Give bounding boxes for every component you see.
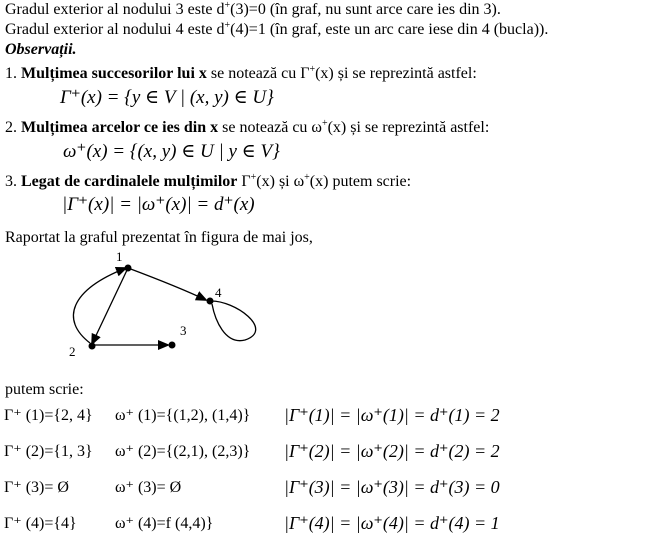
node-label-3: 3: [180, 323, 187, 338]
row-gamma: Γ⁺ (1)={2, 4}: [4, 407, 93, 424]
edge-1-2: [92, 268, 128, 344]
formula-2: ω⁺(x) = {(x, y) ∈ U | y ∈ V}: [63, 141, 280, 162]
text-part: Gradul exterior al nodului 4 este d: [5, 21, 225, 38]
text-line-outdegree-3: [5, 0, 501, 20]
row-omega: ω⁺ (4)=f (4,4)}: [115, 515, 214, 532]
text-part: Gradul exterior al nodului 3 este d: [5, 1, 225, 18]
text-part: (x) putem scrie:: [309, 173, 412, 190]
bold-term: Mulțimea succesorilor lui x: [21, 65, 207, 82]
intro-graph-text: Raportat la graful prezentat în figura de mai jos,: [5, 229, 313, 246]
putem-scrie-text: putem scrie:: [5, 381, 84, 398]
node-label-2: 2: [69, 344, 76, 359]
observations-label: Observații.: [5, 41, 77, 58]
row-omega: ω⁺ (2)={(2,1), (2,3)}: [115, 443, 251, 460]
row-card: |Γ⁺(1)| = |ω⁺(1)| = d⁺(1) = 2: [284, 405, 500, 425]
formula-3: |Γ⁺(x)| = |ω⁺(x)| = d⁺(x): [62, 194, 255, 215]
row-omega: ω⁺ (1)={(1,2), (1,4)}: [115, 407, 251, 424]
sup: +: [321, 118, 328, 129]
sup: +: [304, 172, 310, 183]
text-part: 3.: [5, 173, 21, 190]
text-part: se notează cu Γ: [206, 65, 310, 82]
edge-4-4-loop: [210, 301, 256, 341]
text-part: (x) și se reprezintă astfel:: [327, 119, 490, 136]
observation-3: [5, 172, 411, 192]
text-part: (3)=0 (în graf, nu sunt arce care ies din 3).: [230, 1, 501, 18]
edge-2-1: [73, 268, 126, 343]
row-gamma: Γ⁺ (2)={1, 3}: [4, 443, 93, 460]
row-omega: ω⁺ (3)= Ø: [115, 479, 182, 496]
sup: +: [224, 20, 231, 31]
row-card: |Γ⁺(4)| = |ω⁺(4)| = d⁺(4) = 1: [284, 513, 500, 533]
node-1: [125, 265, 132, 272]
bold-term: Legat de cardinalele mulțimilor: [21, 173, 238, 190]
observation-2: [5, 118, 489, 138]
sup: +: [309, 64, 316, 75]
row-gamma: Γ⁺ (4)={4}: [4, 515, 77, 532]
text-part: 2.: [5, 119, 21, 136]
text-part: (x) și ω: [256, 173, 305, 190]
formula-1: Γ⁺(x) = {y ∈ V | (x, y) ∈ U}: [60, 87, 274, 108]
text-part: (x) și se reprezintă astfel:: [315, 65, 477, 82]
node-4: [207, 298, 214, 305]
node-2: [89, 343, 96, 350]
row-card: |Γ⁺(3)| = |ω⁺(3)| = d⁺(3) = 0: [284, 477, 500, 497]
text-part: (4)=1 (în graf, este un arc care iese din 4 (bucla)).: [230, 21, 549, 38]
observation-1: [5, 64, 477, 84]
edge-1-4: [128, 268, 206, 300]
sup: +: [224, 0, 231, 11]
row-card: |Γ⁺(2)| = |ω⁺(2)| = d⁺(2) = 2: [284, 441, 500, 461]
observations-heading: [5, 40, 77, 60]
text-line-outdegree-4: [5, 20, 548, 40]
node-label-1: 1: [116, 249, 123, 264]
text-part: 1.: [5, 65, 21, 82]
bold-term: Mulțimea arcelor ce ies din x: [21, 119, 219, 136]
node-3: [169, 342, 176, 349]
row-gamma: Γ⁺ (3)= Ø: [4, 479, 69, 496]
text-part: Γ: [237, 173, 251, 190]
text-part: se notează cu ω: [218, 119, 322, 136]
node-label-4: 4: [215, 285, 222, 300]
sup: +: [250, 172, 257, 183]
